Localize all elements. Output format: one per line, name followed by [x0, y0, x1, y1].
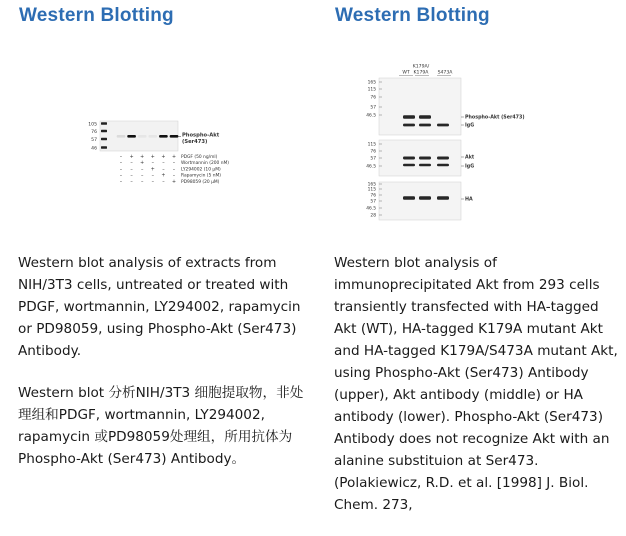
mw-marker-label: 46.5 — [366, 113, 376, 119]
treatment-sign: + — [150, 155, 155, 160]
mw-marker-label: 57 — [370, 199, 376, 205]
mw-marker-label: 28 — [370, 213, 376, 219]
mw-marker-label: 57 — [370, 156, 376, 162]
mw-marker-label: 76 — [370, 95, 376, 101]
right-caption-paragraph: Western blot analysis of immunoprecipitated Akt from 293 cells transiently transfected with HA-tagged Akt (WT), HA-tagged K179A mutant Akt and HA-tagged K179A/S473A mutant Akt, using Phospho-Akt (Ser473) Antibody (upper), Akt antibody (middle) or HA antibody (lower). Phospho-Akt (Ser473) Antibody does not recognize Akt with an alanine substituion at Ser473. (Polakiewicz, R.D. et al. [1998] J. Biol. Chem. 273, — [334, 255, 618, 513]
treatment-label: PDGF (50 ng/ml) — [181, 155, 218, 160]
mw-marker-label: 165 — [367, 182, 376, 188]
column-header-k179a-bottom: K179A — [413, 70, 429, 76]
mw-marker-label: 105 — [88, 122, 97, 128]
right-section-title: Western Blotting — [335, 5, 490, 26]
phospho-akt-band — [170, 135, 179, 138]
mw-marker-label: 57 — [370, 105, 376, 111]
band-label-phospho-akt: Phospho-Akt — [182, 132, 220, 139]
protein-band — [403, 164, 415, 167]
ladder-band — [101, 130, 107, 132]
band-label-ser473: (Ser473) — [182, 139, 208, 145]
column-header-k179a-top: K179A/ — [412, 64, 430, 70]
protein-band — [403, 115, 415, 119]
treatment-sign: – — [130, 161, 133, 167]
treatment-sign: + — [171, 155, 177, 160]
treatment-sign: – — [130, 173, 133, 179]
treatment-sign: + — [161, 173, 166, 179]
phospho-akt-band — [138, 135, 147, 138]
band-label: IgG — [465, 164, 475, 170]
phospho-akt-band — [127, 135, 136, 138]
left-blot-svg — [18, 27, 318, 232]
mw-marker-label: 46.5 — [366, 206, 376, 212]
treatment-sign: + — [129, 155, 134, 160]
protein-band — [403, 157, 415, 160]
protein-band — [419, 124, 431, 127]
treatment-sign: – — [151, 173, 155, 179]
blot-membrane-panel — [379, 182, 461, 220]
mw-marker-label: 57 — [91, 138, 97, 143]
ladder-band — [101, 146, 107, 148]
protein-band — [419, 157, 431, 160]
left-caption-paragraph-zh: Western blot 分析NIH/3T3 细胞提取物，非处理组和PDGF, wortmannin, LY294002, rapamycin 或PD98059处理组，所用抗体为 Phospho-Akt (Ser473) Antibody。 — [18, 385, 304, 467]
treatment-sign: – — [119, 155, 123, 160]
right-western-blot-figure — [334, 27, 626, 232]
mw-marker-label: 46 — [91, 146, 97, 152]
treatment-label: Rapamycin (5 nM) — [181, 173, 221, 179]
treatment-sign: – — [162, 179, 165, 185]
treatment-sign: – — [140, 173, 144, 179]
protein-band — [437, 157, 449, 160]
treatment-sign: – — [172, 167, 176, 173]
right-column — [334, 0, 626, 536]
left-western-blot-figure — [18, 27, 318, 232]
treatment-sign: – — [172, 161, 176, 167]
protein-band — [419, 164, 431, 167]
treatment-label: Wortmannin (200 nM) — [181, 161, 230, 167]
band-label: HA — [465, 197, 473, 203]
left-caption-paragraph-en: Western blot analysis of extracts from NIH/3T3 cells, untreated or treated with PDGF, wortmannin, LY294002, rapamycin or PD98059, using Phospho-Akt (Ser473) Antibody. — [18, 255, 301, 359]
treatment-sign: + — [140, 161, 145, 167]
ladder-band — [101, 138, 107, 140]
treatment-sign: + — [161, 155, 166, 160]
protein-band — [419, 196, 431, 200]
left-section-title: Western Blotting — [19, 5, 174, 26]
treatment-sign: + — [150, 167, 155, 173]
treatment-sign: – — [162, 161, 165, 167]
treatment-sign: – — [130, 167, 133, 173]
mw-marker-label: 46.5 — [366, 164, 376, 170]
treatment-sign: – — [140, 179, 144, 185]
protein-band — [403, 196, 415, 200]
treatment-label: PD98059 (20 μM) — [181, 179, 220, 185]
treatment-sign: – — [140, 167, 144, 173]
protein-band — [437, 164, 449, 167]
treatment-sign: – — [151, 161, 155, 167]
mw-marker-label: 76 — [370, 193, 376, 199]
phospho-akt-band — [159, 135, 168, 138]
phospho-akt-band — [149, 135, 158, 138]
treatment-sign: – — [151, 179, 155, 185]
treatment-sign: + — [171, 179, 177, 185]
treatment-sign: – — [119, 161, 123, 167]
treatment-sign: – — [172, 173, 176, 179]
treatment-sign: – — [162, 167, 165, 173]
band-label: Phospho-Akt (Ser473) — [465, 115, 525, 121]
phospho-akt-band — [117, 135, 126, 138]
ladder-band — [101, 122, 107, 124]
left-caption — [18, 252, 318, 470]
column-header-s473a: S473A — [437, 70, 453, 76]
treatment-sign: – — [119, 179, 123, 185]
treatment-label: LY294002 (10 μM) — [181, 167, 221, 173]
treatment-sign: + — [140, 155, 145, 160]
protein-band — [437, 124, 449, 127]
right-blot-svg — [334, 27, 626, 232]
column-header-wt: WT — [402, 70, 410, 76]
mw-marker-label: 115 — [367, 187, 376, 193]
protein-band — [419, 115, 431, 119]
band-label: Akt — [465, 155, 475, 161]
mw-marker-label: 115 — [367, 87, 376, 93]
mw-marker-label: 76 — [370, 149, 376, 155]
band-label: IgG — [465, 123, 475, 129]
protein-band — [403, 124, 415, 127]
treatment-sign: – — [119, 173, 123, 179]
protein-band — [437, 196, 449, 200]
mw-marker-label: 115 — [367, 142, 376, 148]
left-column — [18, 0, 318, 490]
mw-marker-label: 76 — [91, 130, 97, 135]
right-caption — [334, 252, 626, 516]
mw-marker-label: 165 — [367, 80, 376, 86]
treatment-sign: – — [119, 167, 123, 173]
treatment-sign: – — [130, 179, 133, 185]
blot-membrane-panel — [379, 78, 461, 135]
